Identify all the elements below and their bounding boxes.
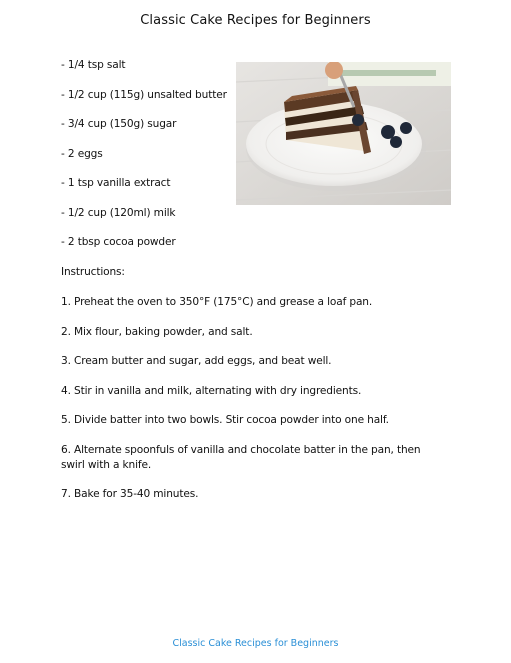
ingredient-item: - 1/4 tsp salt [61,59,126,71]
ingredient-item: - 1/2 cup (115g) unsalted butter [61,89,227,101]
instruction-step: 4. Stir in vanilla and milk, alternating with dry ingredients. [61,385,362,397]
instruction-step: 6. Alternate spoonfuls of vanilla and chocolate batter in the pan, then swirl with a knife. [61,444,421,471]
ingredient-item: - 1 tsp vanilla extract [61,177,171,189]
instruction-step: 7. Bake for 35-40 minutes. [61,488,199,500]
instruction-step: 3. Cream butter and sugar, add eggs, and beat well. [61,355,332,367]
ingredient-item: - 1/2 cup (120ml) milk [61,207,176,219]
ingredient-item: - 2 tbsp cocoa powder [61,236,176,248]
instruction-step: 1. Preheat the oven to 350°F (175°C) and grease a loaf pan. [61,296,373,308]
document-title: Classic Cake Recipes for Beginners [140,13,371,28]
instruction-step: 2. Mix flour, baking powder, and salt. [61,326,253,338]
ingredient-item: - 3/4 cup (150g) sugar [61,118,177,130]
page-footer: Classic Cake Recipes for Beginners [172,638,339,649]
instruction-step: 5. Divide batter into two bowls. Stir cocoa powder into one half. [61,414,389,426]
cake-photo [236,62,451,205]
ingredient-item: - 2 eggs [61,148,103,160]
instructions-heading: Instructions: [61,266,125,278]
